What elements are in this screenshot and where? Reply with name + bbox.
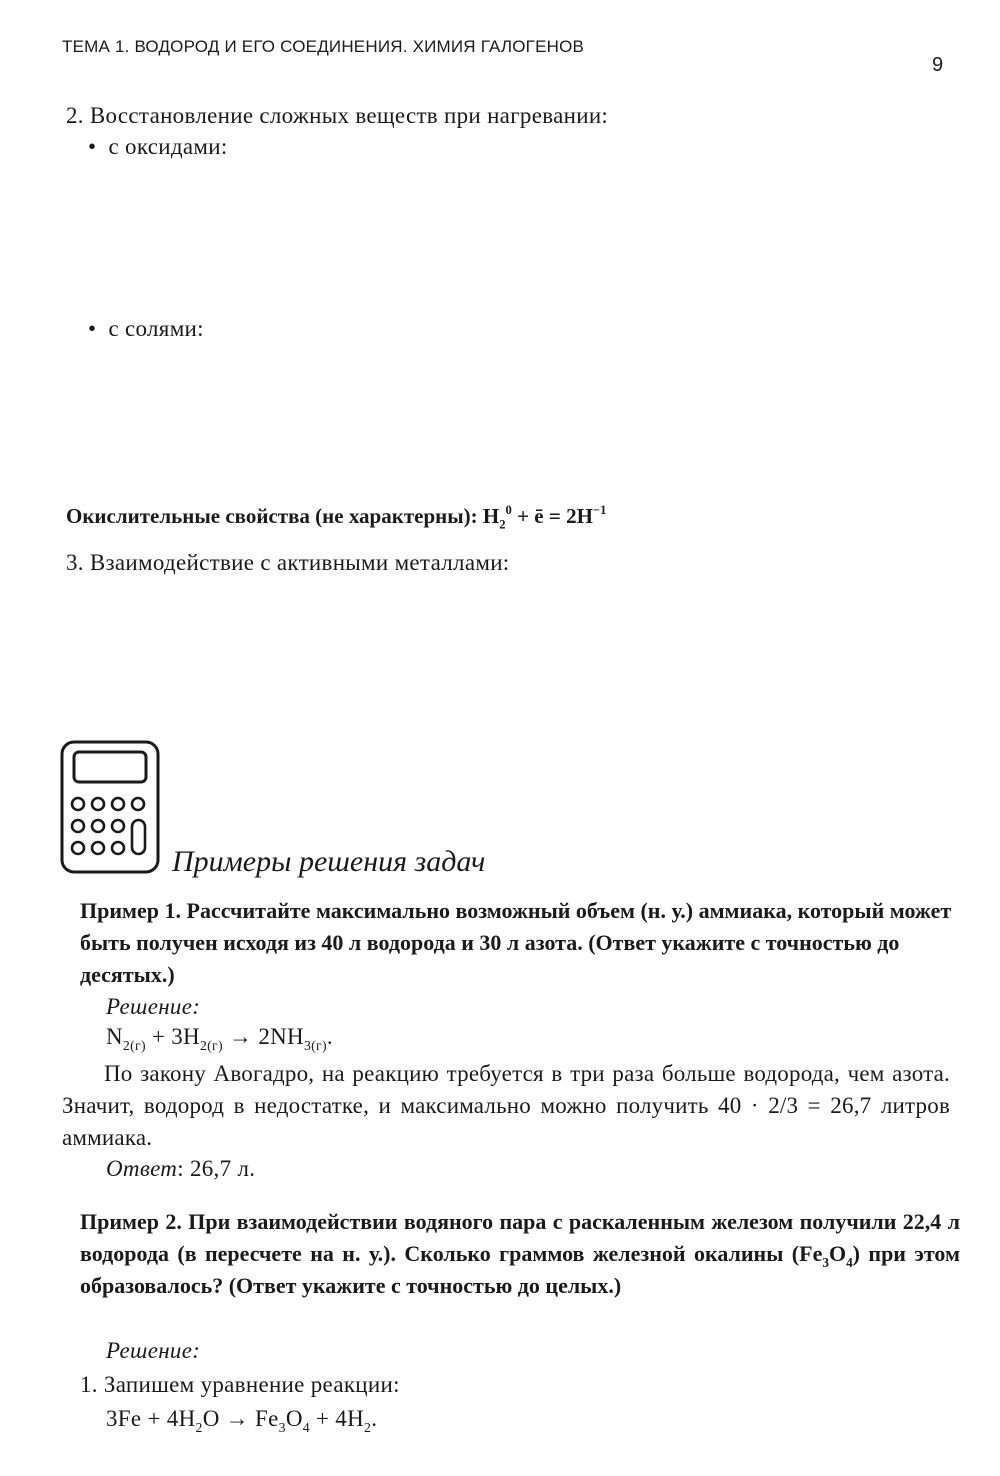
oxidizing-eq-rest: + ē = 2H	[511, 504, 593, 528]
eq-n: N	[106, 1024, 123, 1049]
example-2-solution-label: Решение:	[106, 1338, 201, 1363]
example-2-step-1: 1. Запишем уравнение реакции:	[80, 1372, 400, 1397]
example-2-prefix: Пример 2.	[80, 1209, 182, 1234]
bullet-oxides	[88, 134, 228, 160]
bullet-mark: •	[88, 316, 97, 341]
example-1-question	[80, 895, 960, 991]
eq2-a: 3Fe + 4H	[106, 1406, 196, 1431]
oxidizing-eq-sup: 0	[505, 503, 512, 518]
eq2-b: O → Fe	[202, 1406, 279, 1431]
page-number: 9	[932, 54, 944, 76]
eq2-e: .	[371, 1406, 378, 1431]
example-2-sub-2: 4	[846, 1254, 853, 1270]
example-1-answer	[106, 1156, 255, 1182]
example-2-text-a: При взаимодействии водяного пара с раскаленным железом получили 22,4 л водорода (в пересчете на н. у.). Сколько граммов железной окалины (Fe	[80, 1209, 961, 1266]
answer-label: Ответ	[106, 1156, 178, 1181]
example-1-solution-label: Решение:	[106, 994, 201, 1019]
eq-end: .	[326, 1024, 333, 1049]
section-3-title: 3. Взаимодействие с активными металлами:	[66, 550, 510, 575]
example-1-prefix: Пример 1.	[80, 898, 182, 923]
solution-label-text: Решение	[106, 994, 193, 1019]
example-2-text-b: O	[828, 1241, 847, 1266]
calculator-icon	[60, 740, 160, 874]
eq2-s4: 2	[364, 1420, 372, 1436]
eq2-s2: 3	[278, 1420, 286, 1436]
example-2-question	[80, 1206, 960, 1302]
eq-arrow-2nh: → 2NH	[222, 1024, 304, 1049]
example-2-equation	[106, 1406, 378, 1436]
examples-heading: Примеры решения задач	[172, 845, 486, 878]
oxidizing-eq-rest-sup: −1	[592, 503, 607, 518]
oxidizing-eq-h: H	[482, 504, 500, 528]
example-2-sub-1: 3	[822, 1254, 829, 1270]
answer-value: : 26,7 л.	[177, 1156, 256, 1181]
eq2-c: O	[285, 1406, 303, 1431]
oxidizing-properties	[66, 503, 607, 532]
eq2-s3: 4	[302, 1420, 310, 1436]
running-title: ТЕМА 1. ВОДОРОД И ЕГО СОЕДИНЕНИЯ. ХИМИЯ ГАЛОГЕНОВ	[62, 37, 585, 56]
bullet-oxides-text: с оксидами:	[108, 134, 228, 159]
bullet-salts-text: с солями:	[108, 316, 204, 341]
bullet-salts	[88, 316, 204, 342]
bullet-mark: •	[88, 134, 97, 159]
eq2-d: + 4H	[309, 1406, 365, 1431]
eq-plus-3h: + 3H	[145, 1024, 200, 1049]
eq-nh-sub: 3(г)	[303, 1038, 327, 1054]
eq2-s1: 2	[195, 1420, 203, 1436]
eq-n-sub: 2(г)	[122, 1038, 146, 1054]
eq-h-sub: 2(г)	[199, 1038, 223, 1054]
oxidizing-eq-sub: 2	[499, 517, 506, 532]
oxidizing-label: Окислительные свойства (не характерны):	[66, 504, 483, 528]
example-1-explanation: По закону Авогадро, на реакцию требуется в три раза больше водорода, чем азота. Значит, водород в недостатке, и максимально можно получить 40 · 2/3 = 26,7 литров аммиака.	[62, 1061, 950, 1150]
example-1-equation	[106, 1024, 333, 1054]
section-2-title: 2. Восстановление сложных веществ при нагревании:	[66, 103, 609, 128]
example-2-text-c: ) при этом образовалось? (Ответ укажите с точностью до целых.)	[80, 1241, 960, 1298]
example-1-text: Рассчитайте максимально возможный объем (н. у.) аммиака, который может быть получен исходя из 40 л водорода и 30 л азота. (Ответ укажите с точностью до десятых.)	[80, 898, 952, 987]
solution-label-text: Решение	[106, 1338, 193, 1363]
